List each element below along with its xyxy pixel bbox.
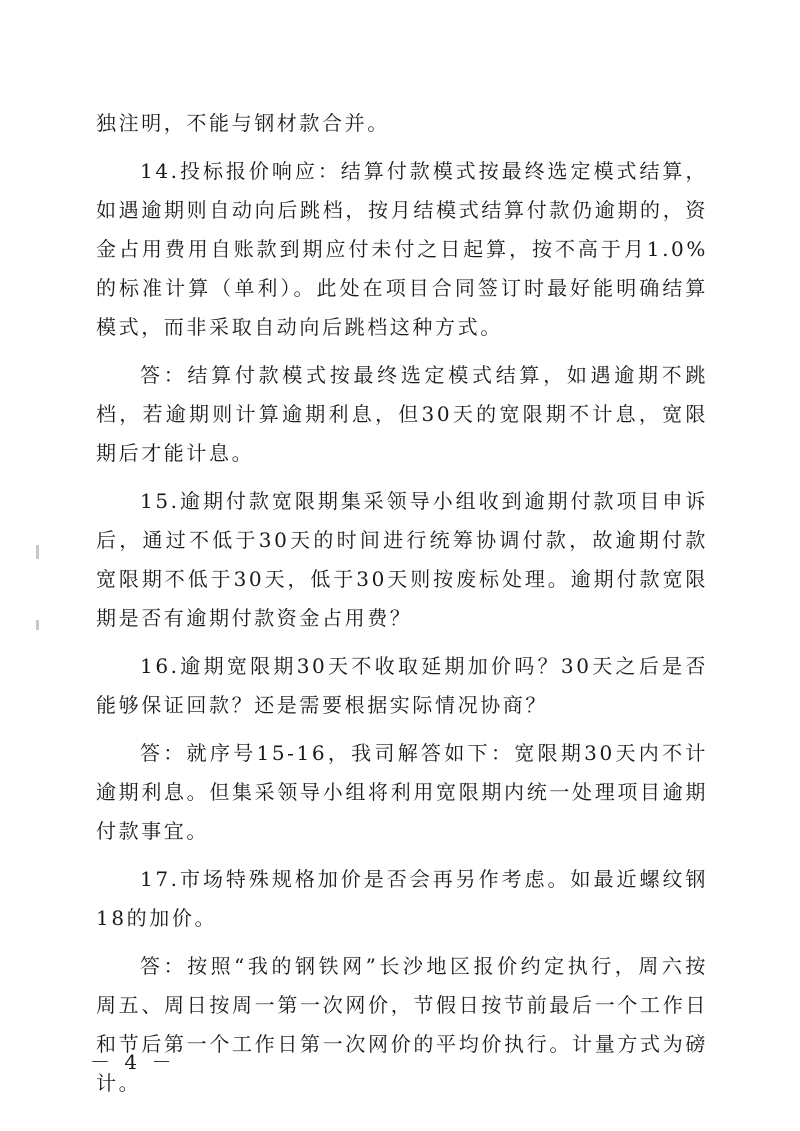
scan-artifact-mark — [36, 545, 39, 559]
paragraph-question-14: 14.投标报价响应：结算付款模式按最终选定模式结算，如遇逾期则自动向后跳档，按月结模式结算付款仍逾期的，资金占用费用自账款到期应付未付之日起算，按不高于月1.0%的标准计算（单利）。此处在项目合同签订时最好能明确结算模式，而非采取自动向后跳档这种方式。 — [96, 159, 708, 339]
paragraph-question-15: 15.逾期付款宽限期集采领导小组收到逾期付款项目申诉后，通过不低于30天的时间进行统筹协调付款，故逾期付款宽限期不低于30天，低于30天则按废标处理。逾期付款宽限期是否有逾期付款资金占用费？ — [96, 489, 708, 630]
scan-artifact-mark — [36, 620, 39, 630]
page-number: － 4 － — [90, 1050, 176, 1074]
document-body — [96, 104, 708, 1112]
paragraph-question-16: 16.逾期宽限期30天不收取延期加价吗？30天之后是否能够保证回款？还是需要根据实际情况协商？ — [96, 654, 708, 717]
paragraph-question-17: 17.市场特殊规格加价是否会再另作考虑。如最近螺纹钢18的加价。 — [96, 867, 708, 930]
paragraph-answer-15-16: 答：就序号15-16，我司解答如下：宽限期30天内不计逾期利息。但集采领导小组将利用宽限期内统一处理项目逾期付款事宜。 — [96, 741, 708, 843]
paragraph-answer-17: 答：按照“我的钢铁网”长沙地区报价约定执行，周六按周五、周日按周一第一次网价，节假日按节前最后一个工作日和节后第一个工作日第一次网价的平均价执行。计量方式为磅计。 — [96, 954, 708, 1095]
paragraph-answer-14: 答：结算付款模式按最终选定模式结算，如遇逾期不跳档，若逾期则计算逾期利息，但30天的宽限期不计息，宽限期后才能计息。 — [96, 363, 708, 465]
paragraph-continuation: 独注明，不能与钢材款合并。 — [96, 111, 390, 135]
